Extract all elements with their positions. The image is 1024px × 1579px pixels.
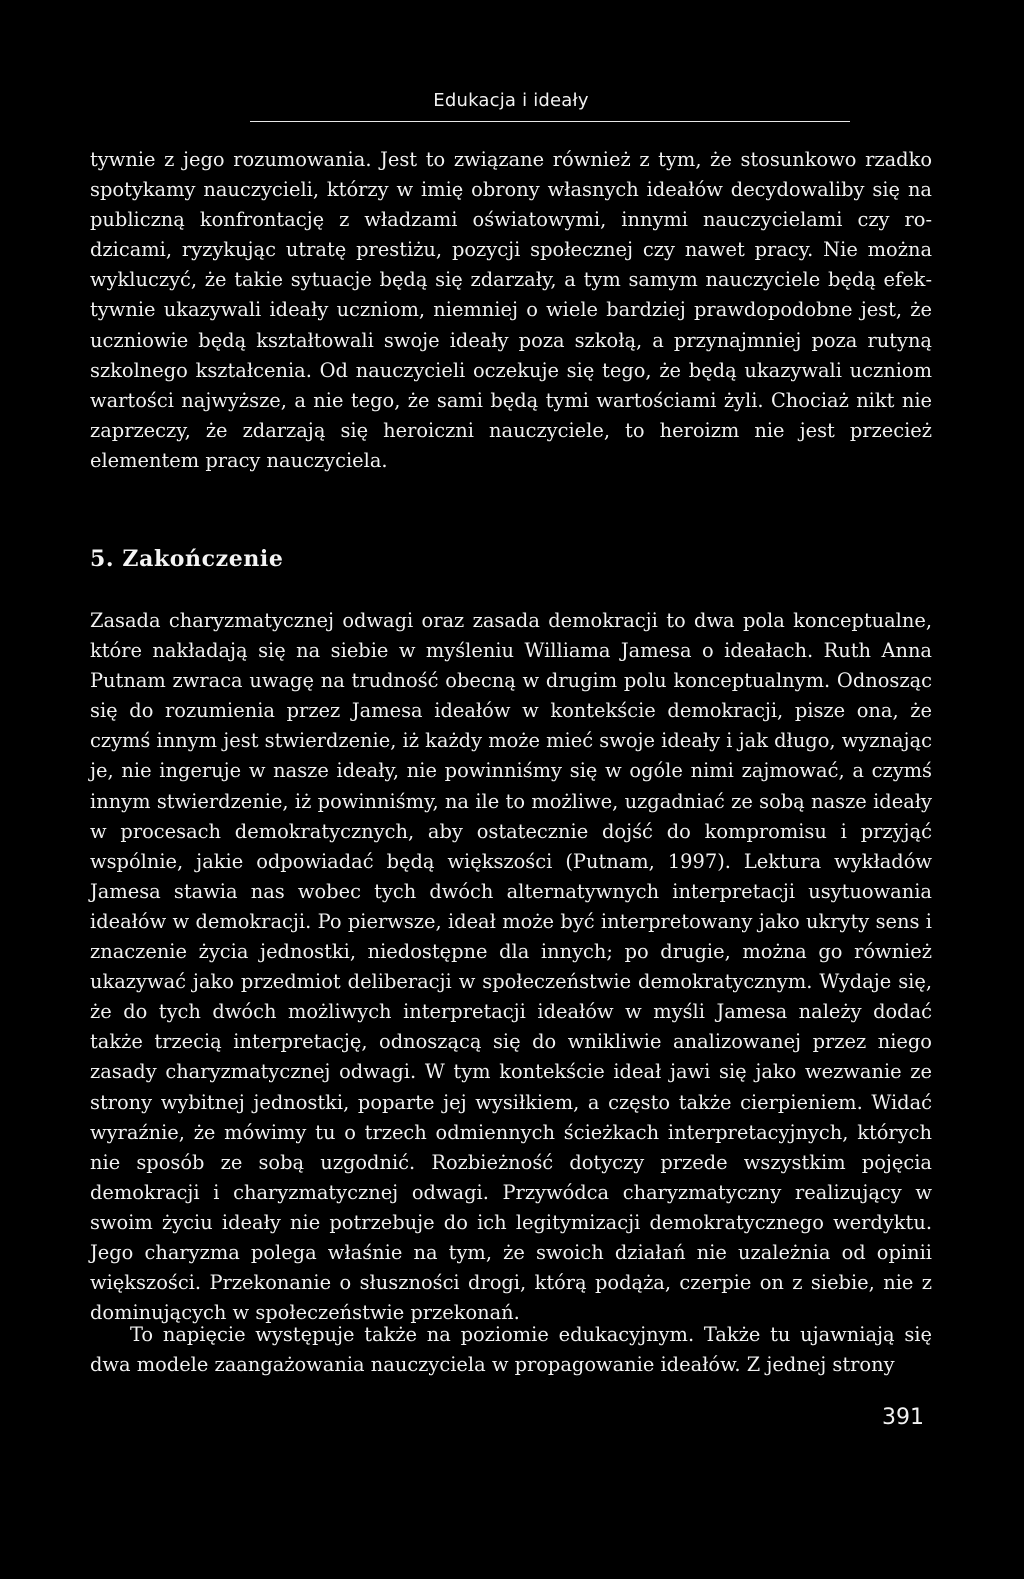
paragraph-continued: tywnie z jego rozumowania. Jest to związane również z tym, że stosunkowo rzadko spotykamy nauczycieli, którzy w imię obrony własnych ideałów decydowaliby się na publiczną konfrontację z władzami oświatowymi, innymi nauczycielami czy rodzicami, ryzykując utratę prestiżu, pozycji społecznej czy nawet pracy. Nie można wykluczyć, że takie sytuacje będą się zdarzały, a tym samym nauczyciele będą efektywnie ukazywali ideały uczniom, niemniej o wiele bardziej prawdopodobne jest, że uczniowie będą kształtowali swoje ideały poza szkołą, a przynajmniej poza rutyną szkolnego kształcenia. Od nauczycieli oczekuje się tego, że będą ukazywali uczniom wartości najwyższe, a nie tego, że sami będą tymi wartościami żyli. Chociaż nikt nie zaprzeczy, że zdarzają się heroiczni nauczyciele, to heroizm nie jest przecież elementem pracy nauczyciela. [90, 148, 932, 472]
header-rule [250, 121, 850, 122]
paragraph-conclusion: Zasada charyzmatycznej odwagi oraz zasada demokracji to dwa pola konceptualne, które nakładają się na siebie w myśleniu Williama Jamesa o ideałach. Ruth Anna Putnam zwraca uwagę na trudność obecną w drugim polu konceptualnym. Odnosząc się do rozumienia przez Jamesa ideałów w kontekście demokracji, pisze ona, że czymś innym jest stwierdzenie, iż każdy może mieć swoje ideały i jak długo, wyznając je, nie ingeruje w nasze ideały, nie powinniśmy się w ogóle nimi zajmować, a czymś innym stwierdzenie, iż powinniśmy, na ile to możliwe, uzgadniać ze sobą nasze ideały w procesach demokratycznych, aby ostatecznie dojść do kompromisu i przyjąć wspólnie, jakie odpowiadać będą większości (Putnam, 1997). Lektura wykładów Jamesa stawia nas wobec tych dwóch alternatywnych interpretacji usytuowania ideałów w demokracji. Po pierwsze, ideał może być interpretowany jako ukryty sens i znaczenie życia jednostki, niedostępne dla innych; po drugie, można go również ukazywać jako przedmiot deliberacji w społeczeństwie demokratycznym. Wydaje się, że do tych dwóch możliwych interpretacji ideałów w myśli Jamesa należy dodać także trzecią interpretację, odnoszącą się do wnikliwie analizowanej przez niego zasady charyzmatycznej odwagi. W tym kontekście ideał jawi się jako wezwanie ze strony wybitnej jednostki, poparte jej wysiłkiem, a często także cierpieniem. Widać wyraźnie, że mówimy tu o trzech odmiennych ścieżkach interpretacyjnych, których nie sposób ze sobą uzgodnić. Rozbieżność dotyczy przede wszystkim pojęcia demokracji i charyzmatycznej odwagi. Przywódca charyzmatyczny realizujący w swoim życiu ideały nie potrzebuje do ich legitymizacji demokratycznego werdyktu. Jego charyzma polega właśnie na tym, że swoich działań nie uzależnia od opinii większości. Przekonanie o słuszności drogi, którą podąża, czerpie on z siebie, nie z dominujących w społeczeństwie przekonań. [90, 609, 932, 1325]
book-page [90, 0, 932, 1579]
paragraph-tension: To napięcie występuje także na poziomie edukacyjnym. Także tu ujawniają się dwa modele zaangażowania nauczyciela w propagowanie ideałów. Z jednej strony [90, 1323, 932, 1377]
section-heading: 5. Zakończenie [90, 546, 284, 572]
page-number: 391 [882, 1405, 924, 1430]
running-header: Edukacja i ideały [433, 90, 589, 111]
